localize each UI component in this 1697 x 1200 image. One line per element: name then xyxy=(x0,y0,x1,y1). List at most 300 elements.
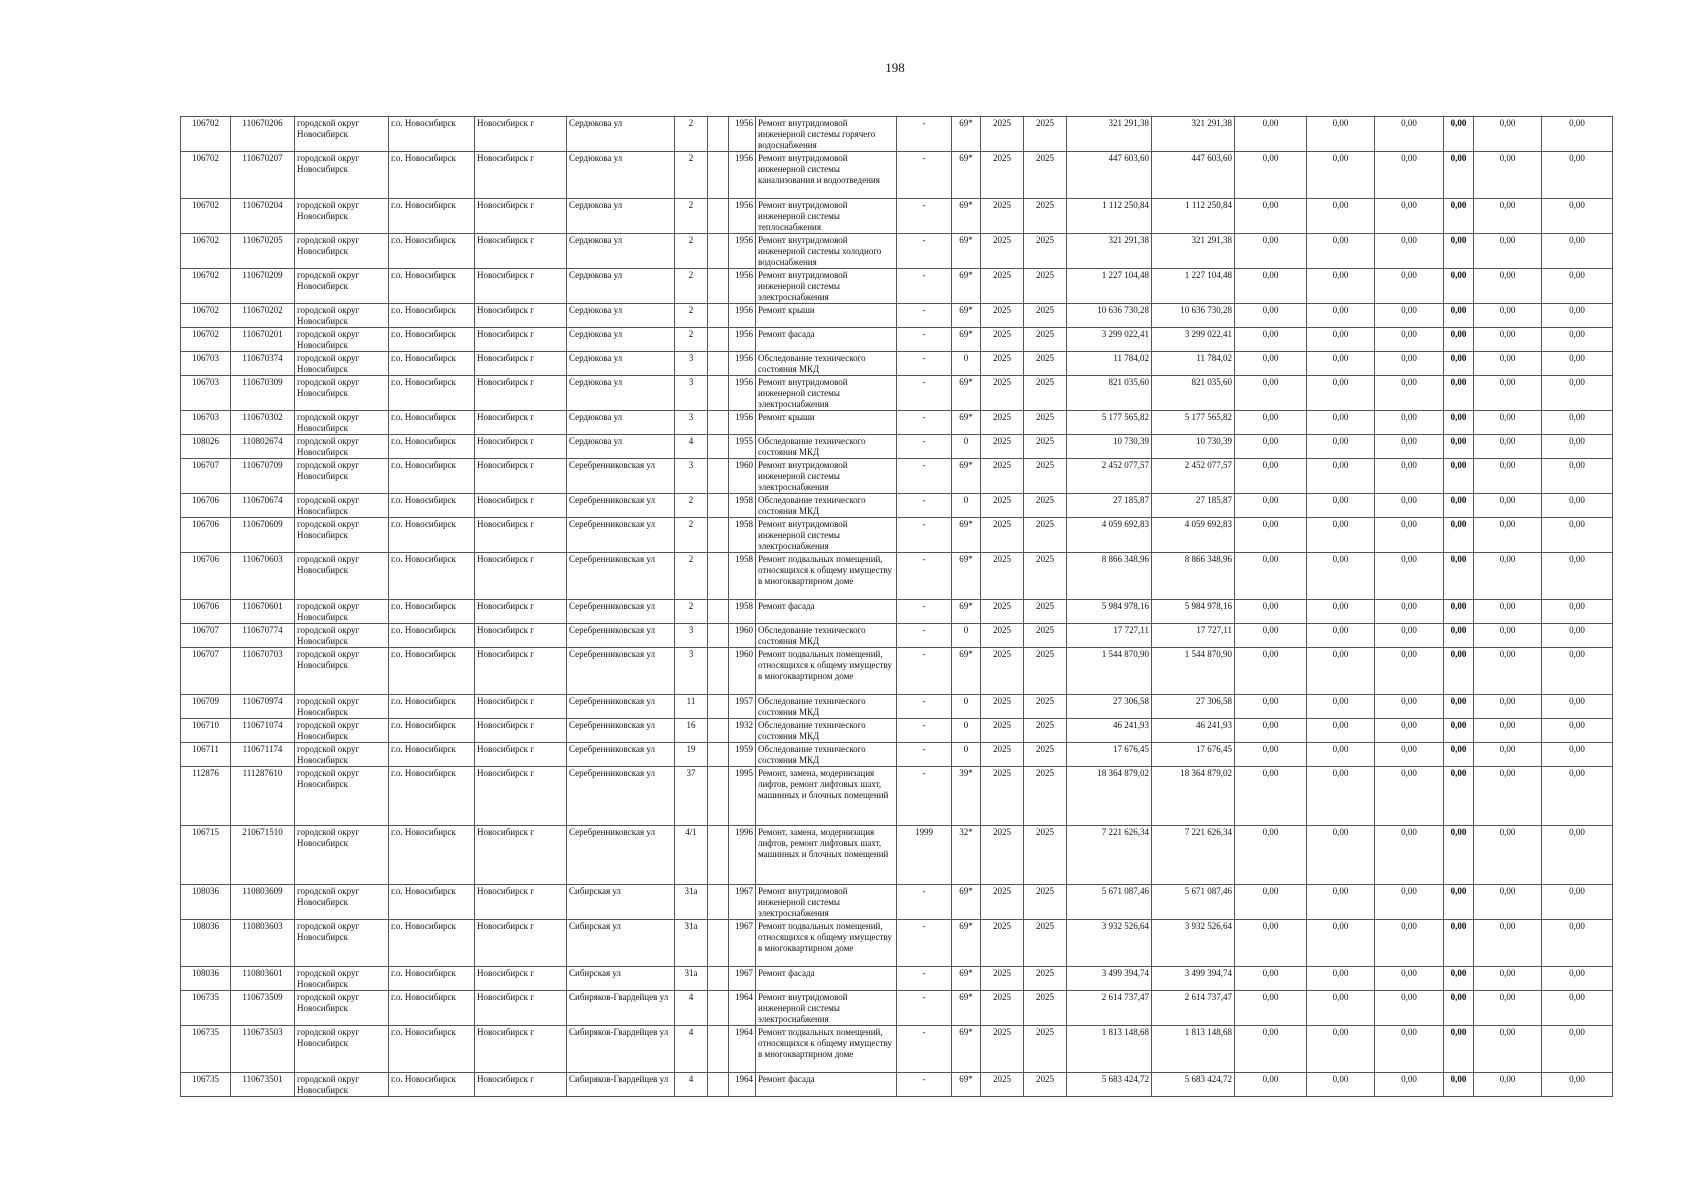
cell-street: Сердюкова ул xyxy=(567,304,675,328)
cell-fund-cost: 2 614 737,47 xyxy=(1152,991,1235,1026)
cell-house-number: 2 xyxy=(675,199,708,234)
cell-work-id: 110670209 xyxy=(231,269,295,304)
cell-total-cost: 17 676,45 xyxy=(1067,743,1152,767)
cell-building xyxy=(708,920,729,967)
cell-wear: 69* xyxy=(952,885,981,920)
cell-cost-col-3: 0,00 xyxy=(1375,411,1444,435)
cell-plan-year-from: 2025 xyxy=(981,743,1024,767)
cell-total-cost: 27 185,87 xyxy=(1067,494,1152,518)
cell-cost-col-3: 0,00 xyxy=(1375,885,1444,920)
cell-cost-col-3: 0,00 xyxy=(1375,553,1444,600)
cell-house-number: 2 xyxy=(675,117,708,152)
cell-work-id: 210671510 xyxy=(231,826,295,885)
cell-building xyxy=(708,435,729,459)
cell-settlement: г.о. Новосибирск xyxy=(389,991,475,1026)
cell-plan-year-from: 2025 xyxy=(981,411,1024,435)
cell-house-number: 2 xyxy=(675,152,708,199)
cell-cost-col-1: 0,00 xyxy=(1235,376,1307,411)
cell-building xyxy=(708,885,729,920)
cell-work-id: 110670207 xyxy=(231,152,295,199)
cell-settlement: г.о. Новосибирск xyxy=(389,1026,475,1073)
cell-work-type: Обследование технического состояния МКД xyxy=(756,624,897,648)
cell-year-built: 1967 xyxy=(729,885,756,920)
cell-plan-year-to: 2025 xyxy=(1024,518,1067,553)
cell-cost-col-6: 0,00 xyxy=(1542,719,1613,743)
cell-locality: Новосибирск г xyxy=(475,304,567,328)
cell-fund-cost: 10 636 730,28 xyxy=(1152,304,1235,328)
cell-cost-col-5: 0,00 xyxy=(1474,967,1542,991)
cell-cost-col-2: 0,00 xyxy=(1307,328,1375,352)
cell-cost-col-5: 0,00 xyxy=(1474,328,1542,352)
cell-year-commissioned: - xyxy=(897,600,952,624)
cell-year-commissioned: - xyxy=(897,269,952,304)
cell-municipality: городской округ Новосибирск xyxy=(295,624,389,648)
cell-year-commissioned: - xyxy=(897,695,952,719)
cell-building xyxy=(708,826,729,885)
cell-locality: Новосибирск г xyxy=(475,459,567,494)
cell-cost-col-6: 0,00 xyxy=(1542,648,1613,695)
cell-house-id: 106702 xyxy=(181,152,231,199)
cell-settlement: г.о. Новосибирск xyxy=(389,518,475,553)
cell-street: Серебренниковская ул xyxy=(567,553,675,600)
cell-year-commissioned: - xyxy=(897,459,952,494)
cell-cost-col-2: 0,00 xyxy=(1307,152,1375,199)
cell-year-built: 1958 xyxy=(729,600,756,624)
table-row xyxy=(181,719,1613,743)
cell-work-type: Обследование технического состояния МКД xyxy=(756,719,897,743)
cell-cost-col-2: 0,00 xyxy=(1307,494,1375,518)
cell-cost-col-4: 0,00 xyxy=(1444,152,1474,199)
cell-cost-col-3: 0,00 xyxy=(1375,624,1444,648)
cell-work-type: Ремонт внутридомовой инженерной системы электроснабжения xyxy=(756,376,897,411)
cell-cost-col-1: 0,00 xyxy=(1235,494,1307,518)
cell-cost-col-6: 0,00 xyxy=(1542,459,1613,494)
cell-street: Сердюкова ул xyxy=(567,352,675,376)
cell-cost-col-3: 0,00 xyxy=(1375,767,1444,826)
cell-total-cost: 2 452 077,57 xyxy=(1067,459,1152,494)
cell-cost-col-5: 0,00 xyxy=(1474,767,1542,826)
cell-cost-col-1: 0,00 xyxy=(1235,600,1307,624)
cell-cost-col-2: 0,00 xyxy=(1307,411,1375,435)
cell-cost-col-5: 0,00 xyxy=(1474,459,1542,494)
cell-cost-col-1: 0,00 xyxy=(1235,152,1307,199)
cell-wear: 69* xyxy=(952,199,981,234)
cell-cost-col-3: 0,00 xyxy=(1375,967,1444,991)
cell-street: Серебренниковская ул xyxy=(567,767,675,826)
cell-cost-col-4: 0,00 xyxy=(1444,435,1474,459)
cell-work-type: Обследование технического состояния МКД xyxy=(756,435,897,459)
cell-cost-col-1: 0,00 xyxy=(1235,328,1307,352)
cell-cost-col-4: 0,00 xyxy=(1444,648,1474,695)
cell-cost-col-1: 0,00 xyxy=(1235,1026,1307,1073)
cell-wear: 32* xyxy=(952,826,981,885)
cell-cost-col-4: 0,00 xyxy=(1444,494,1474,518)
cell-cost-col-2: 0,00 xyxy=(1307,553,1375,600)
cell-fund-cost: 2 452 077,57 xyxy=(1152,459,1235,494)
cell-locality: Новосибирск г xyxy=(475,518,567,553)
cell-house-id: 106702 xyxy=(181,199,231,234)
cell-house-number: 11 xyxy=(675,695,708,719)
cell-cost-col-4: 0,00 xyxy=(1444,328,1474,352)
cell-building xyxy=(708,743,729,767)
cell-wear: 69* xyxy=(952,553,981,600)
cell-municipality: городской округ Новосибирск xyxy=(295,1073,389,1097)
cell-plan-year-from: 2025 xyxy=(981,328,1024,352)
cell-plan-year-to: 2025 xyxy=(1024,743,1067,767)
cell-cost-col-4: 0,00 xyxy=(1444,234,1474,269)
cell-work-id: 110670703 xyxy=(231,648,295,695)
cell-cost-col-3: 0,00 xyxy=(1375,600,1444,624)
cell-house-number: 16 xyxy=(675,719,708,743)
cell-municipality: городской округ Новосибирск xyxy=(295,743,389,767)
cell-building xyxy=(708,767,729,826)
cell-cost-col-1: 0,00 xyxy=(1235,435,1307,459)
cell-building xyxy=(708,600,729,624)
cell-cost-col-6: 0,00 xyxy=(1542,920,1613,967)
cell-house-id: 106703 xyxy=(181,411,231,435)
cell-settlement: г.о. Новосибирск xyxy=(389,719,475,743)
cell-cost-col-4: 0,00 xyxy=(1444,920,1474,967)
table-row xyxy=(181,600,1613,624)
cell-street: Сибирская ул xyxy=(567,967,675,991)
cell-plan-year-to: 2025 xyxy=(1024,304,1067,328)
cell-work-type: Ремонт подвальных помещений, относящихся к общему имуществу в многоквартирном доме xyxy=(756,920,897,967)
cell-cost-col-2: 0,00 xyxy=(1307,1026,1375,1073)
cell-cost-col-1: 0,00 xyxy=(1235,967,1307,991)
cell-settlement: г.о. Новосибирск xyxy=(389,328,475,352)
cell-plan-year-from: 2025 xyxy=(981,269,1024,304)
cell-wear: 69* xyxy=(952,1073,981,1097)
cell-wear: 69* xyxy=(952,376,981,411)
cell-house-id: 106702 xyxy=(181,234,231,269)
cell-cost-col-5: 0,00 xyxy=(1474,600,1542,624)
cell-year-built: 1955 xyxy=(729,435,756,459)
cell-cost-col-1: 0,00 xyxy=(1235,459,1307,494)
cell-locality: Новосибирск г xyxy=(475,767,567,826)
cell-locality: Новосибирск г xyxy=(475,991,567,1026)
cell-street: Серебренниковская ул xyxy=(567,743,675,767)
cell-cost-col-1: 0,00 xyxy=(1235,743,1307,767)
cell-cost-col-4: 0,00 xyxy=(1444,695,1474,719)
cell-plan-year-from: 2025 xyxy=(981,1026,1024,1073)
table-row xyxy=(181,991,1613,1026)
cell-fund-cost: 4 059 692,83 xyxy=(1152,518,1235,553)
cell-street: Сердюкова ул xyxy=(567,199,675,234)
cell-locality: Новосибирск г xyxy=(475,411,567,435)
cell-cost-col-6: 0,00 xyxy=(1542,600,1613,624)
cell-street: Сердюкова ул xyxy=(567,269,675,304)
cell-cost-col-4: 0,00 xyxy=(1444,967,1474,991)
cell-work-id: 110803609 xyxy=(231,885,295,920)
cell-wear: 0 xyxy=(952,352,981,376)
cell-plan-year-from: 2025 xyxy=(981,352,1024,376)
cell-house-id: 106707 xyxy=(181,459,231,494)
cell-cost-col-6: 0,00 xyxy=(1542,435,1613,459)
cell-cost-col-3: 0,00 xyxy=(1375,234,1444,269)
cell-plan-year-to: 2025 xyxy=(1024,328,1067,352)
cell-settlement: г.о. Новосибирск xyxy=(389,1073,475,1097)
cell-cost-col-4: 0,00 xyxy=(1444,767,1474,826)
cell-cost-col-6: 0,00 xyxy=(1542,304,1613,328)
cell-cost-col-1: 0,00 xyxy=(1235,518,1307,553)
cell-fund-cost: 11 784,02 xyxy=(1152,352,1235,376)
cell-house-id: 106735 xyxy=(181,1073,231,1097)
cell-cost-col-6: 0,00 xyxy=(1542,624,1613,648)
cell-municipality: городской округ Новосибирск xyxy=(295,719,389,743)
cell-plan-year-from: 2025 xyxy=(981,885,1024,920)
cell-settlement: г.о. Новосибирск xyxy=(389,411,475,435)
cell-cost-col-4: 0,00 xyxy=(1444,553,1474,600)
cell-street: Сердюкова ул xyxy=(567,234,675,269)
cell-cost-col-5: 0,00 xyxy=(1474,269,1542,304)
cell-fund-cost: 7 221 626,34 xyxy=(1152,826,1235,885)
cell-cost-col-6: 0,00 xyxy=(1542,328,1613,352)
cell-cost-col-2: 0,00 xyxy=(1307,1073,1375,1097)
cell-house-number: 31а xyxy=(675,920,708,967)
cell-cost-col-5: 0,00 xyxy=(1474,494,1542,518)
cell-cost-col-4: 0,00 xyxy=(1444,600,1474,624)
cell-locality: Новосибирск г xyxy=(475,234,567,269)
cell-house-id: 106706 xyxy=(181,494,231,518)
cell-cost-col-3: 0,00 xyxy=(1375,518,1444,553)
cell-cost-col-6: 0,00 xyxy=(1542,743,1613,767)
cell-cost-col-1: 0,00 xyxy=(1235,304,1307,328)
table-row xyxy=(181,352,1613,376)
cell-locality: Новосибирск г xyxy=(475,152,567,199)
cell-work-type: Ремонт внутридомовой инженерной системы электроснабжения xyxy=(756,459,897,494)
cell-plan-year-to: 2025 xyxy=(1024,826,1067,885)
cell-locality: Новосибирск г xyxy=(475,743,567,767)
cell-work-id: 110670374 xyxy=(231,352,295,376)
cell-cost-col-5: 0,00 xyxy=(1474,991,1542,1026)
cell-plan-year-to: 2025 xyxy=(1024,435,1067,459)
cell-house-number: 2 xyxy=(675,494,708,518)
cell-plan-year-to: 2025 xyxy=(1024,885,1067,920)
cell-cost-col-1: 0,00 xyxy=(1235,767,1307,826)
cell-plan-year-from: 2025 xyxy=(981,494,1024,518)
cell-locality: Новосибирск г xyxy=(475,648,567,695)
cell-house-id: 106706 xyxy=(181,518,231,553)
table-row xyxy=(181,411,1613,435)
cell-fund-cost: 3 932 526,64 xyxy=(1152,920,1235,967)
cell-house-number: 31а xyxy=(675,967,708,991)
cell-street: Серебренниковская ул xyxy=(567,494,675,518)
cell-cost-col-5: 0,00 xyxy=(1474,199,1542,234)
cell-plan-year-to: 2025 xyxy=(1024,600,1067,624)
cell-year-built: 1995 xyxy=(729,767,756,826)
cell-plan-year-from: 2025 xyxy=(981,459,1024,494)
cell-year-built: 1956 xyxy=(729,304,756,328)
cell-year-built: 1956 xyxy=(729,269,756,304)
cell-year-built: 1956 xyxy=(729,234,756,269)
cell-work-type: Ремонт крыши xyxy=(756,304,897,328)
cell-street: Серебренниковская ул xyxy=(567,695,675,719)
cell-work-type: Обследование технического состояния МКД xyxy=(756,494,897,518)
cell-total-cost: 447 603,60 xyxy=(1067,152,1152,199)
cell-wear: 0 xyxy=(952,494,981,518)
cell-cost-col-4: 0,00 xyxy=(1444,411,1474,435)
cell-work-type: Ремонт фасада xyxy=(756,967,897,991)
cell-building xyxy=(708,117,729,152)
cell-building xyxy=(708,1073,729,1097)
cell-year-commissioned: - xyxy=(897,435,952,459)
cell-year-commissioned: - xyxy=(897,1026,952,1073)
cell-house-id: 106702 xyxy=(181,304,231,328)
cell-cost-col-5: 0,00 xyxy=(1474,624,1542,648)
cell-total-cost: 8 866 348,96 xyxy=(1067,553,1152,600)
cell-municipality: городской округ Новосибирск xyxy=(295,199,389,234)
cell-work-type: Ремонт, замена, модернизация лифтов, ремонт лифтовых шахт, машинных и блочных помещений xyxy=(756,826,897,885)
cell-fund-cost: 46 241,93 xyxy=(1152,719,1235,743)
cell-work-id: 110671074 xyxy=(231,719,295,743)
cell-house-number: 2 xyxy=(675,553,708,600)
cell-work-id: 110671174 xyxy=(231,743,295,767)
cell-settlement: г.о. Новосибирск xyxy=(389,600,475,624)
cell-year-built: 1956 xyxy=(729,117,756,152)
cell-street: Серебренниковская ул xyxy=(567,719,675,743)
cell-work-id: 110670603 xyxy=(231,553,295,600)
cell-plan-year-from: 2025 xyxy=(981,991,1024,1026)
cell-street: Сибиряков-Гвардейцев ул xyxy=(567,991,675,1026)
cell-cost-col-2: 0,00 xyxy=(1307,991,1375,1026)
cell-plan-year-to: 2025 xyxy=(1024,648,1067,695)
cell-cost-col-5: 0,00 xyxy=(1474,695,1542,719)
table-row xyxy=(181,376,1613,411)
cell-work-id: 111287610 xyxy=(231,767,295,826)
cell-municipality: городской округ Новосибирск xyxy=(295,695,389,719)
cell-cost-col-2: 0,00 xyxy=(1307,117,1375,152)
cell-locality: Новосибирск г xyxy=(475,494,567,518)
cell-cost-col-6: 0,00 xyxy=(1542,767,1613,826)
cell-work-id: 110670601 xyxy=(231,600,295,624)
cell-house-id: 106711 xyxy=(181,743,231,767)
cell-year-built: 1958 xyxy=(729,553,756,600)
table-row xyxy=(181,117,1613,152)
cell-building xyxy=(708,328,729,352)
cell-work-id: 110803601 xyxy=(231,967,295,991)
cell-municipality: городской округ Новосибирск xyxy=(295,553,389,600)
cell-cost-col-5: 0,00 xyxy=(1474,885,1542,920)
cell-cost-col-3: 0,00 xyxy=(1375,494,1444,518)
cell-street: Серебренниковская ул xyxy=(567,648,675,695)
cell-house-number: 2 xyxy=(675,328,708,352)
cell-cost-col-3: 0,00 xyxy=(1375,435,1444,459)
cell-street: Серебренниковская ул xyxy=(567,600,675,624)
table-row xyxy=(181,152,1613,199)
cell-cost-col-1: 0,00 xyxy=(1235,1073,1307,1097)
cell-plan-year-from: 2025 xyxy=(981,826,1024,885)
cell-municipality: городской округ Новосибирск xyxy=(295,991,389,1026)
cell-work-type: Ремонт подвальных помещений, относящихся к общему имуществу в многоквартирном доме xyxy=(756,553,897,600)
cell-year-built: 1960 xyxy=(729,459,756,494)
cell-street: Серебренниковская ул xyxy=(567,518,675,553)
cell-cost-col-6: 0,00 xyxy=(1542,411,1613,435)
cell-plan-year-to: 2025 xyxy=(1024,152,1067,199)
cell-building xyxy=(708,459,729,494)
cell-cost-col-5: 0,00 xyxy=(1474,435,1542,459)
cell-municipality: городской округ Новосибирск xyxy=(295,304,389,328)
cell-plan-year-to: 2025 xyxy=(1024,967,1067,991)
cell-work-id: 110670309 xyxy=(231,376,295,411)
cell-total-cost: 321 291,38 xyxy=(1067,234,1152,269)
cell-settlement: г.о. Новосибирск xyxy=(389,826,475,885)
table-row xyxy=(181,435,1613,459)
cell-plan-year-to: 2025 xyxy=(1024,1073,1067,1097)
cell-total-cost: 1 544 870,90 xyxy=(1067,648,1152,695)
table-row xyxy=(181,826,1613,885)
cell-wear: 69* xyxy=(952,600,981,624)
cell-cost-col-1: 0,00 xyxy=(1235,624,1307,648)
cell-municipality: городской округ Новосибирск xyxy=(295,376,389,411)
cell-cost-col-2: 0,00 xyxy=(1307,518,1375,553)
cell-locality: Новосибирск г xyxy=(475,967,567,991)
cell-house-number: 3 xyxy=(675,648,708,695)
cell-settlement: г.о. Новосибирск xyxy=(389,648,475,695)
cell-street: Серебренниковская ул xyxy=(567,826,675,885)
cell-house-number: 2 xyxy=(675,269,708,304)
cell-fund-cost: 3 499 394,74 xyxy=(1152,967,1235,991)
table-row xyxy=(181,624,1613,648)
cell-cost-col-4: 0,00 xyxy=(1444,376,1474,411)
cell-cost-col-5: 0,00 xyxy=(1474,743,1542,767)
cell-street: Сибиряков-Гвардейцев ул xyxy=(567,1026,675,1073)
cell-cost-col-2: 0,00 xyxy=(1307,648,1375,695)
cell-cost-col-5: 0,00 xyxy=(1474,411,1542,435)
cell-house-id: 106709 xyxy=(181,695,231,719)
cell-year-commissioned: - xyxy=(897,767,952,826)
cell-plan-year-from: 2025 xyxy=(981,152,1024,199)
cell-cost-col-3: 0,00 xyxy=(1375,1026,1444,1073)
cell-cost-col-2: 0,00 xyxy=(1307,199,1375,234)
cell-fund-cost: 447 603,60 xyxy=(1152,152,1235,199)
cell-work-type: Ремонт фасада xyxy=(756,600,897,624)
cell-cost-col-5: 0,00 xyxy=(1474,304,1542,328)
cell-work-type: Ремонт внутридомовой инженерной системы холодного водоснабжения xyxy=(756,234,897,269)
cell-cost-col-2: 0,00 xyxy=(1307,767,1375,826)
cell-year-commissioned: - xyxy=(897,553,952,600)
cell-house-number: 2 xyxy=(675,304,708,328)
cell-plan-year-from: 2025 xyxy=(981,624,1024,648)
cell-year-built: 1964 xyxy=(729,1073,756,1097)
cell-work-id: 110670202 xyxy=(231,304,295,328)
cell-settlement: г.о. Новосибирск xyxy=(389,269,475,304)
cell-wear: 39* xyxy=(952,767,981,826)
cell-cost-col-1: 0,00 xyxy=(1235,352,1307,376)
cell-building xyxy=(708,152,729,199)
cell-cost-col-1: 0,00 xyxy=(1235,269,1307,304)
table-row xyxy=(181,967,1613,991)
cell-house-number: 3 xyxy=(675,624,708,648)
table-row xyxy=(181,1073,1613,1097)
table-row xyxy=(181,695,1613,719)
cell-year-commissioned: - xyxy=(897,494,952,518)
cell-cost-col-3: 0,00 xyxy=(1375,199,1444,234)
cell-cost-col-5: 0,00 xyxy=(1474,117,1542,152)
cell-year-commissioned: - xyxy=(897,518,952,553)
cell-house-id: 106710 xyxy=(181,719,231,743)
cell-cost-col-1: 0,00 xyxy=(1235,920,1307,967)
cell-work-type: Ремонт подвальных помещений, относящихся к общему имуществу в многоквартирном доме xyxy=(756,648,897,695)
cell-settlement: г.о. Новосибирск xyxy=(389,435,475,459)
cell-plan-year-from: 2025 xyxy=(981,199,1024,234)
cell-work-type: Ремонт внутридомовой инженерной системы горячего водоснабжения xyxy=(756,117,897,152)
cell-house-id: 106706 xyxy=(181,553,231,600)
cell-cost-col-4: 0,00 xyxy=(1444,117,1474,152)
cell-municipality: городской округ Новосибирск xyxy=(295,600,389,624)
cell-settlement: г.о. Новосибирск xyxy=(389,459,475,494)
cell-house-id: 106715 xyxy=(181,826,231,885)
cell-work-id: 110670302 xyxy=(231,411,295,435)
